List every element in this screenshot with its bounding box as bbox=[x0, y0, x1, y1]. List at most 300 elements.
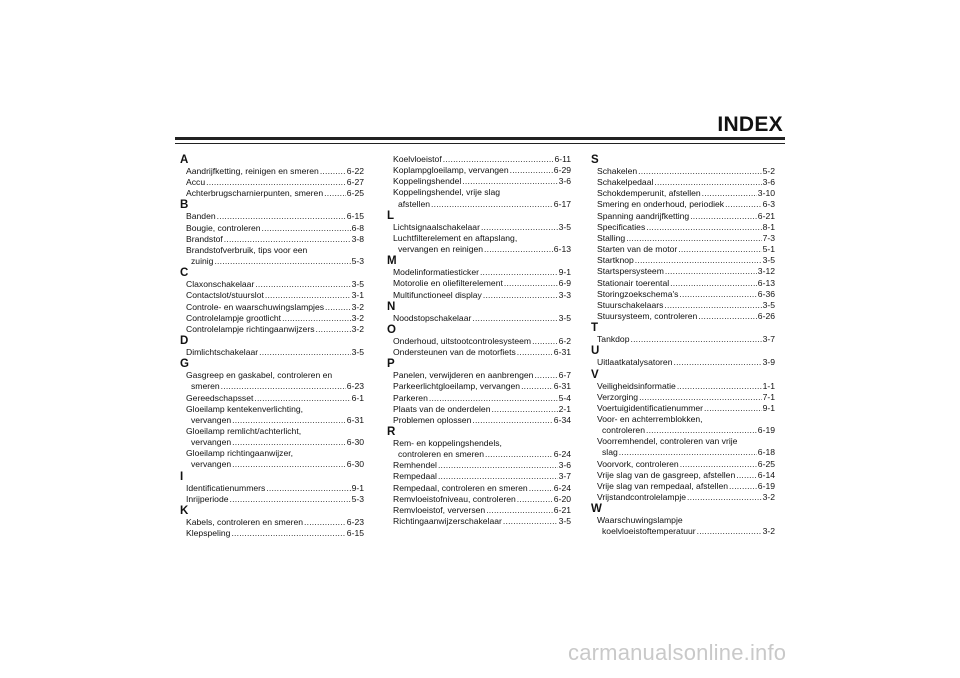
entry-term: Stuurschakelaars bbox=[597, 299, 664, 310]
entry-page-ref[interactable]: 6-24 bbox=[553, 449, 571, 460]
entry-term: Tankdop bbox=[597, 334, 630, 345]
entry-page-ref[interactable]: 6-23 bbox=[346, 516, 364, 527]
entry-term: Motorolie en oliefilterelement bbox=[393, 278, 503, 289]
index-letter: M bbox=[387, 255, 397, 268]
index-letter: V bbox=[591, 368, 599, 381]
dot-leader bbox=[480, 267, 558, 278]
index-entry bbox=[597, 414, 775, 436]
entry-term: Specificaties bbox=[597, 221, 646, 232]
index-letter: W bbox=[591, 503, 602, 516]
entry-term: Veiligheidsinformatie bbox=[597, 380, 676, 391]
index-entry bbox=[597, 166, 775, 177]
entry-page-ref[interactable]: 3-1 bbox=[351, 290, 364, 301]
entry-page-ref[interactable]: 6-36 bbox=[757, 288, 775, 299]
entry-term: afstellen bbox=[398, 198, 431, 209]
entry-page-ref[interactable]: 3-2 bbox=[351, 301, 364, 312]
entry-term: smeren bbox=[191, 381, 220, 392]
entry-term: Vrijstandcontrolelampje bbox=[597, 492, 687, 503]
dot-leader bbox=[484, 244, 553, 255]
dot-leader bbox=[532, 336, 558, 347]
entry-page-ref[interactable]: 6-21 bbox=[553, 504, 571, 515]
entry-term: Spanning aandrijfketting bbox=[597, 210, 690, 221]
dot-leader bbox=[221, 381, 346, 392]
entry-term: Vrije slag van rempedaal, afstellen bbox=[597, 480, 729, 491]
index-entry bbox=[393, 370, 571, 381]
entry-page-ref[interactable]: 6-14 bbox=[757, 469, 775, 480]
entry-page-ref[interactable]: 3-2 bbox=[762, 526, 775, 537]
dot-leader bbox=[491, 404, 557, 415]
entry-term: Schokdemperunit, afstellen bbox=[597, 188, 701, 199]
entry-term: koelvloeistoftemperatuur bbox=[602, 526, 696, 537]
index-entry bbox=[597, 357, 775, 368]
dot-leader bbox=[232, 437, 346, 448]
entry-page-ref[interactable]: 3-2 bbox=[351, 312, 364, 323]
dot-leader bbox=[232, 459, 346, 470]
entry-term: Gasgreep en gaskabel, controleren en bbox=[186, 370, 333, 381]
index-entry bbox=[186, 290, 364, 301]
entry-term: Remhendel bbox=[393, 460, 437, 471]
dot-leader bbox=[325, 302, 351, 313]
index-entry bbox=[393, 494, 571, 505]
index-letter: A bbox=[180, 154, 189, 166]
entry-page-ref[interactable]: 6-29 bbox=[553, 165, 571, 176]
entry-term: Gloeilamp richtingaanwijzer, bbox=[186, 448, 293, 459]
index-entry bbox=[186, 245, 364, 267]
index-entry bbox=[186, 279, 364, 290]
entry-page-ref[interactable]: 2-1 bbox=[558, 403, 571, 414]
dot-leader bbox=[231, 528, 345, 539]
dot-leader bbox=[262, 223, 351, 234]
entry-term: Contactslot/stuurslot bbox=[186, 290, 264, 301]
entry-page-ref[interactable]: 6-3 bbox=[762, 199, 775, 210]
entry-term: vervangen bbox=[191, 414, 232, 425]
index-entry bbox=[393, 290, 571, 301]
entry-term: Gloeilamp remlicht/achterlicht, bbox=[186, 425, 302, 436]
dot-leader bbox=[690, 211, 757, 222]
entry-term: Luchtfilterelement en aftapslang, bbox=[393, 232, 518, 243]
entry-page-ref[interactable]: 3-7 bbox=[762, 334, 775, 345]
entry-page-ref[interactable]: 3-5 bbox=[762, 255, 775, 266]
index-letter: S bbox=[591, 154, 599, 166]
entry-page-ref[interactable]: 3-6 bbox=[762, 177, 775, 188]
index-entry bbox=[186, 528, 364, 539]
index-entry bbox=[186, 517, 364, 528]
entry-term: Koplampgloeilamp, vervangen bbox=[393, 165, 509, 176]
entry-page-ref[interactable]: 6-2 bbox=[558, 335, 571, 346]
entry-term: Waarschuwingslampje bbox=[597, 515, 683, 526]
index-entry bbox=[597, 266, 775, 277]
entry-page-ref[interactable]: 9-1 bbox=[762, 402, 775, 413]
entry-page-ref[interactable]: 3-6 bbox=[558, 176, 571, 187]
index-entry bbox=[186, 223, 364, 234]
index-entry bbox=[597, 255, 775, 266]
index-letter: I bbox=[180, 470, 184, 483]
index-entry bbox=[393, 165, 571, 176]
index-letter: C bbox=[180, 267, 189, 280]
index-letter: U bbox=[591, 345, 600, 358]
index-letter: L bbox=[387, 209, 395, 222]
index-entry bbox=[186, 234, 364, 245]
index-letter: N bbox=[387, 300, 396, 313]
index-entry bbox=[186, 211, 364, 222]
dot-leader bbox=[472, 313, 557, 324]
entry-page-ref[interactable]: 6-20 bbox=[553, 493, 571, 504]
entry-term: Startspersysteem bbox=[597, 266, 664, 277]
entry-page-ref[interactable]: 6-24 bbox=[553, 482, 571, 493]
dot-leader bbox=[680, 459, 757, 470]
entry-term: slag bbox=[602, 447, 618, 458]
entry-term: Controlelampje richtingaanwijzers bbox=[186, 323, 315, 334]
entry-term: vervangen bbox=[191, 459, 232, 470]
index-entry bbox=[393, 336, 571, 347]
entry-page-ref[interactable]: 6-27 bbox=[346, 177, 364, 188]
index-letter: K bbox=[180, 504, 189, 517]
dot-leader bbox=[438, 471, 558, 482]
dot-leader bbox=[736, 470, 757, 481]
index-entry bbox=[393, 393, 571, 404]
dot-leader bbox=[438, 460, 558, 471]
dot-leader bbox=[282, 313, 351, 324]
index-entry bbox=[597, 199, 775, 210]
index-letter: D bbox=[180, 335, 189, 348]
dot-leader bbox=[230, 494, 351, 505]
index-entry bbox=[597, 311, 775, 322]
entry-page-ref[interactable]: 6-8 bbox=[351, 222, 364, 233]
entry-page-ref[interactable]: 3-5 bbox=[558, 516, 571, 527]
entry-term: Remvloeistof, verversen bbox=[393, 504, 486, 515]
entry-page-ref[interactable]: 6-22 bbox=[346, 166, 364, 176]
dot-leader bbox=[619, 447, 757, 458]
entry-page-ref[interactable]: 1-1 bbox=[762, 380, 775, 391]
entry-term: Stalling bbox=[597, 232, 626, 243]
entry-term: Koppelingshendel bbox=[393, 176, 462, 187]
entry-page-ref[interactable]: 9-1 bbox=[558, 267, 571, 278]
entry-term: Voertuigidentificatienummer bbox=[597, 402, 704, 413]
dot-leader bbox=[481, 222, 558, 233]
entry-term: Noodstopschakelaar bbox=[393, 312, 472, 323]
index-entry bbox=[186, 313, 364, 324]
entry-page-ref[interactable]: 6-26 bbox=[757, 311, 775, 322]
index-entry bbox=[597, 392, 775, 403]
entry-page-ref[interactable]: 3-3 bbox=[558, 289, 571, 300]
entry-term: Klepspeling bbox=[186, 528, 231, 539]
index-entry bbox=[597, 188, 775, 199]
header-rule-thick bbox=[175, 137, 785, 140]
entry-page-ref[interactable]: 5-3 bbox=[351, 493, 364, 504]
entry-page-ref[interactable]: 6-7 bbox=[558, 370, 571, 381]
entry-term: Bougie, controleren bbox=[186, 222, 261, 233]
entry-page-ref[interactable]: 3-5 bbox=[762, 299, 775, 310]
dot-leader bbox=[665, 266, 757, 277]
entry-page-ref[interactable]: 3-7 bbox=[558, 471, 571, 482]
index-entry bbox=[186, 347, 364, 358]
dot-leader bbox=[266, 483, 350, 494]
entry-term: Dimlichtschakelaar bbox=[186, 347, 259, 358]
dot-leader bbox=[529, 483, 553, 494]
dot-leader bbox=[483, 290, 558, 301]
entry-page-ref[interactable]: 3-10 bbox=[757, 188, 775, 199]
dot-leader bbox=[510, 165, 553, 176]
entry-page-ref[interactable]: 3-6 bbox=[558, 460, 571, 471]
watermark: carmanualsonline.info bbox=[568, 640, 787, 665]
entry-term: Remvloeistofniveau, controleren bbox=[393, 493, 516, 504]
entry-page-ref[interactable]: 6-13 bbox=[553, 244, 571, 255]
index-entry bbox=[393, 404, 571, 415]
entry-page-ref[interactable]: 3-5 bbox=[351, 279, 364, 290]
entry-term: Richtingaanwijzerschakelaar bbox=[393, 516, 502, 527]
entry-term: Stuursysteem, controleren bbox=[597, 311, 698, 322]
entry-term: Parkeren bbox=[393, 392, 428, 403]
entry-term: Koelvloeistof bbox=[393, 154, 442, 164]
dot-leader bbox=[485, 449, 553, 460]
dot-leader bbox=[635, 255, 762, 266]
index-entry bbox=[186, 166, 364, 177]
index-entry bbox=[597, 289, 775, 300]
dot-leader bbox=[217, 211, 346, 222]
index-entry bbox=[186, 426, 364, 448]
index-entry bbox=[597, 481, 775, 492]
entry-term: Gloeilamp kentekenverlichting, bbox=[186, 403, 304, 414]
entry-page-ref[interactable]: 5-2 bbox=[762, 166, 775, 176]
entry-page-ref[interactable]: 6-30 bbox=[346, 437, 364, 448]
entry-term: vervangen en reinigen bbox=[398, 244, 484, 255]
dot-leader bbox=[259, 347, 350, 358]
entry-term: Uitlaatkatalysatoren bbox=[597, 357, 673, 368]
entry-term: controleren bbox=[602, 425, 645, 436]
entry-page-ref[interactable]: 3-5 bbox=[558, 312, 571, 323]
entry-term: Starten van de motor bbox=[597, 244, 678, 255]
dot-leader bbox=[206, 177, 346, 188]
dot-leader bbox=[725, 199, 761, 210]
entry-term: Controle- en waarschuwingslampjes bbox=[186, 301, 325, 312]
index-entry bbox=[597, 211, 775, 222]
dot-leader bbox=[304, 517, 346, 528]
index-entry bbox=[393, 313, 571, 324]
dot-leader bbox=[324, 188, 346, 199]
entry-page-ref[interactable]: 6-13 bbox=[757, 277, 775, 288]
entry-term: Rempedaal, controleren en smeren bbox=[393, 482, 528, 493]
index-entry bbox=[597, 177, 775, 188]
dot-leader bbox=[521, 381, 553, 392]
entry-term: Rem- en koppelingshendels, bbox=[393, 437, 502, 448]
entry-page-ref[interactable]: 6-34 bbox=[553, 414, 571, 425]
entry-page-ref[interactable]: 6-31 bbox=[346, 414, 364, 425]
entry-term: Claxonschakelaar bbox=[186, 279, 255, 290]
dot-leader bbox=[472, 415, 552, 426]
index-column-3 bbox=[591, 154, 775, 538]
entry-term: Aandrijfketting, reinigen en smeren bbox=[186, 166, 319, 176]
entry-page-ref[interactable]: 3-5 bbox=[351, 347, 364, 358]
index-entry bbox=[186, 483, 364, 494]
dot-leader bbox=[646, 222, 761, 233]
dot-leader bbox=[704, 403, 762, 414]
index-entry bbox=[393, 516, 571, 527]
entry-page-ref[interactable]: 6-18 bbox=[757, 447, 775, 458]
entry-term: Panelen, verwijderen en aanbrengen bbox=[393, 370, 534, 381]
index-entry bbox=[597, 244, 775, 255]
entry-term: Onderhoud, uitstootcontrolesysteem bbox=[393, 335, 532, 346]
entry-term: Voorremhendel, controleren van vrije bbox=[597, 436, 738, 447]
dot-leader bbox=[702, 188, 757, 199]
index-entry bbox=[393, 267, 571, 278]
dot-leader bbox=[534, 370, 557, 381]
entry-term: Multifunctioneel display bbox=[393, 289, 482, 300]
dot-leader bbox=[687, 492, 762, 503]
entry-term: controleren en smeren bbox=[398, 449, 484, 460]
dot-leader bbox=[254, 393, 350, 404]
dot-leader bbox=[503, 516, 558, 527]
entry-term: Kabels, controleren en smeren bbox=[186, 516, 304, 527]
index-letter: P bbox=[387, 358, 395, 371]
entry-term: Startknop bbox=[597, 255, 634, 266]
entry-page-ref[interactable]: 3-5 bbox=[558, 221, 571, 232]
index-entry bbox=[393, 381, 571, 392]
entry-term: Stationair toerental bbox=[597, 277, 670, 288]
entry-page-ref[interactable]: 3-12 bbox=[757, 266, 775, 277]
dot-leader bbox=[517, 494, 553, 505]
dot-leader bbox=[443, 154, 554, 165]
dot-leader bbox=[224, 234, 351, 245]
index-entry bbox=[393, 278, 571, 289]
dot-leader bbox=[639, 392, 761, 403]
index-entry bbox=[597, 233, 775, 244]
entry-page-ref[interactable]: 6-21 bbox=[757, 210, 775, 221]
index-entry bbox=[597, 278, 775, 289]
entry-term: Storingzoekschema's bbox=[597, 288, 679, 299]
entry-page-ref[interactable]: 3-2 bbox=[351, 323, 364, 334]
index-entry bbox=[393, 471, 571, 482]
dot-leader bbox=[429, 393, 558, 404]
index-entry bbox=[393, 347, 571, 358]
index-entry bbox=[393, 505, 571, 516]
entry-page-ref[interactable]: 5-4 bbox=[558, 392, 571, 403]
entry-term: Koppelingshendel, vrije slag bbox=[393, 187, 501, 198]
dot-leader bbox=[678, 244, 761, 255]
index-column-1 bbox=[180, 154, 364, 539]
dot-leader bbox=[626, 233, 761, 244]
dot-leader bbox=[664, 300, 761, 311]
entry-term: Brandstofverbruik, tips voor een bbox=[186, 244, 308, 255]
entry-page-ref[interactable]: 6-31 bbox=[553, 381, 571, 392]
index-entry bbox=[186, 302, 364, 313]
entry-page-ref[interactable]: 6-17 bbox=[553, 198, 571, 209]
entry-term: Gereedschapsset bbox=[186, 392, 254, 403]
entry-page-ref[interactable]: 6-11 bbox=[554, 154, 571, 164]
index-entry bbox=[393, 415, 571, 426]
index-entry bbox=[597, 515, 775, 537]
index-entry bbox=[393, 483, 571, 494]
entry-page-ref[interactable]: 7-1 bbox=[762, 391, 775, 402]
entry-page-ref[interactable]: 3-9 bbox=[762, 357, 775, 368]
index-entry bbox=[186, 393, 364, 404]
index-entry bbox=[186, 404, 364, 426]
entry-page-ref[interactable]: 6-25 bbox=[346, 188, 364, 199]
index-entry bbox=[393, 233, 571, 255]
dot-leader bbox=[214, 256, 350, 267]
entry-page-ref[interactable]: 3-2 bbox=[762, 492, 775, 503]
entry-page-ref[interactable]: 6-15 bbox=[346, 211, 364, 222]
dot-leader bbox=[673, 357, 761, 368]
entry-page-ref[interactable]: 6-23 bbox=[346, 381, 364, 392]
dot-leader bbox=[504, 278, 558, 289]
index-letter: G bbox=[180, 358, 189, 371]
entry-page-ref[interactable]: 6-19 bbox=[757, 480, 775, 491]
page-title: INDEX bbox=[717, 113, 783, 136]
index-entry bbox=[393, 176, 571, 187]
entry-term: Ondersteunen van de motorfiets bbox=[393, 347, 516, 358]
index-entry bbox=[186, 370, 364, 392]
dot-leader bbox=[431, 199, 553, 210]
dot-leader bbox=[698, 311, 756, 322]
entry-page-ref[interactable]: 5-1 bbox=[762, 244, 775, 255]
index-entry bbox=[597, 459, 775, 470]
entry-page-ref[interactable]: 6-15 bbox=[346, 528, 364, 539]
entry-page-ref[interactable]: 6-31 bbox=[553, 347, 571, 358]
dot-leader bbox=[631, 334, 762, 345]
dot-leader bbox=[232, 415, 346, 426]
dot-leader bbox=[255, 279, 350, 290]
index-column-2 bbox=[387, 154, 571, 527]
entry-term: Smering en onderhoud, periodiek bbox=[597, 199, 725, 210]
dot-leader bbox=[679, 289, 756, 300]
dot-leader bbox=[677, 381, 762, 392]
dot-leader bbox=[654, 177, 761, 188]
dot-leader bbox=[316, 324, 351, 335]
entry-page-ref[interactable]: 6-30 bbox=[346, 459, 364, 470]
entry-page-ref[interactable]: 5-3 bbox=[351, 256, 364, 267]
dot-leader bbox=[697, 526, 762, 537]
index-letter: T bbox=[591, 322, 599, 335]
entry-term: Identificatienummers bbox=[186, 482, 266, 493]
entry-term: Banden bbox=[186, 211, 216, 222]
dot-leader bbox=[320, 166, 346, 177]
dot-leader bbox=[265, 290, 351, 301]
index-letter: O bbox=[387, 323, 396, 336]
index-entry bbox=[393, 222, 571, 233]
entry-term: Problemen oplossen bbox=[393, 414, 472, 425]
header-rule-thin bbox=[175, 143, 785, 144]
index-letter: R bbox=[387, 425, 396, 438]
entry-page-ref[interactable]: 7-3 bbox=[762, 232, 775, 243]
entry-term: Plaats van de onderdelen bbox=[393, 403, 491, 414]
index-letter: B bbox=[180, 199, 189, 212]
index-entry bbox=[393, 460, 571, 471]
entry-page-ref[interactable]: 6-19 bbox=[757, 425, 775, 436]
entry-page-ref[interactable]: 6-1 bbox=[351, 392, 364, 403]
entry-page-ref[interactable]: 6-25 bbox=[757, 458, 775, 469]
index-entry bbox=[597, 300, 775, 311]
index-entry bbox=[597, 381, 775, 392]
entry-page-ref[interactable]: 8-1 bbox=[762, 221, 775, 232]
index-entry bbox=[597, 334, 775, 345]
entry-term: vervangen bbox=[191, 437, 232, 448]
dot-leader bbox=[638, 166, 761, 177]
entry-page-ref[interactable]: 9-1 bbox=[351, 482, 364, 493]
index-entry bbox=[597, 492, 775, 503]
dot-leader bbox=[486, 505, 553, 516]
entry-page-ref[interactable]: 3-8 bbox=[351, 233, 364, 244]
entry-term: Parkeerlichtgloeilamp, vervangen bbox=[393, 381, 521, 392]
dot-leader bbox=[462, 176, 557, 187]
dot-leader bbox=[670, 278, 757, 289]
entry-term: Brandstof bbox=[186, 233, 223, 244]
index-entry bbox=[393, 154, 571, 165]
index-entry bbox=[186, 448, 364, 470]
entry-term: Achterbrugscharnierpunten, smeren bbox=[186, 188, 324, 199]
index-entry bbox=[393, 187, 571, 209]
entry-page-ref[interactable]: 6-9 bbox=[558, 278, 571, 289]
dot-leader bbox=[517, 347, 553, 358]
